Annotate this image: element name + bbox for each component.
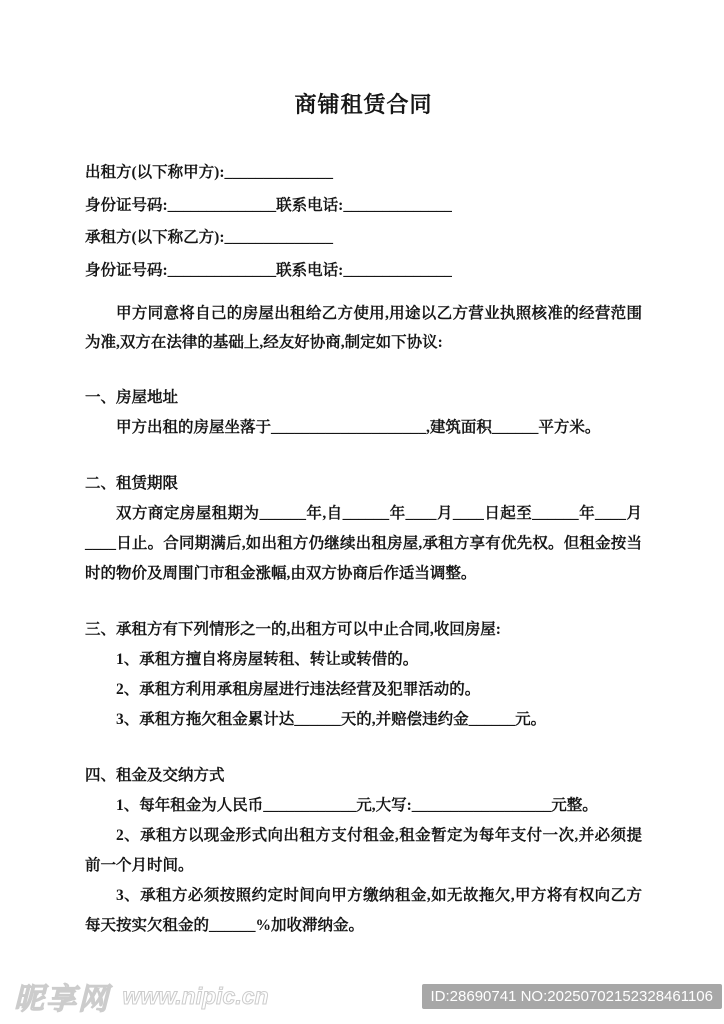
parties-block: [85, 157, 642, 287]
section-paragraph: 双方商定房屋租期为______年,自______年____月____日起至______年____月____日止。合同期满后,如出租方仍继续出租房屋,承租方享有优先权。但租金按当时的物价及周围门市租金涨幅,由双方协商后作适当调整。: [85, 505, 642, 582]
section-house-address: [85, 383, 642, 443]
section-termination-conditions: [85, 615, 642, 735]
section-item: 1、承租方擅自将房屋转租、转让或转借的。: [116, 651, 419, 668]
lessor-line: 出租方(以下称甲方):______________: [85, 164, 333, 181]
section-heading: 二、租赁期限: [85, 475, 179, 492]
document-content: [85, 0, 642, 941]
section-item: 3、承租方必须按照约定时间向甲方缴纳租金,如无故拖欠,甲方将有权向乙方每天按实欠租金的______%加收滞纳金。: [85, 887, 642, 934]
lessee-id-phone-line: 身份证号码:______________联系电话:______________: [85, 261, 452, 279]
lessor-id-phone-line: 身份证号码:______________联系电话:______________: [85, 196, 452, 214]
section-heading: 三、承租方有下列情形之一的,出租方可以中止合同,收回房屋:: [85, 621, 501, 638]
page-title: 商铺租赁合同: [294, 92, 433, 117]
watermark-site-name: 昵享网: [14, 983, 110, 1016]
section-rent-payment: [85, 761, 642, 941]
section-item: 1、每年租金为人民币____________元,大写:__________________元整。: [116, 797, 598, 814]
section-item: 2、承租方利用承租房屋进行违法经营及犯罪活动的。: [116, 681, 481, 698]
section-item: 2、承租方以现金形式向出租方支付租金,租金暂定为每年支付一次,并必须提前一个月时间。: [85, 827, 642, 874]
image-id-badge: ID:28690741 NO:20250702152328461106: [422, 984, 722, 1009]
section-heading: 四、租金及交纳方式: [85, 767, 225, 784]
intro-paragraph: 甲方同意将自己的房屋出租给乙方使用,用途以乙方营业执照核准的经营范围为准,双方在法律的基础上,经友好协商,制定如下协议:: [85, 305, 642, 351]
section-heading: 一、房屋地址: [85, 389, 179, 406]
watermark-site-url: www.nipic.cn: [122, 982, 269, 1009]
section-lease-term: [85, 469, 642, 589]
nipic-watermark-logo: [14, 974, 269, 1018]
section-item: 3、承租方拖欠租金累计达______天的,并赔偿违约金______元。: [116, 711, 547, 728]
section-paragraph: 甲方出租的房屋坐落于____________________,建筑面积______平方米。: [116, 419, 601, 436]
lessee-line: 承租方(以下称乙方):______________: [85, 229, 333, 246]
